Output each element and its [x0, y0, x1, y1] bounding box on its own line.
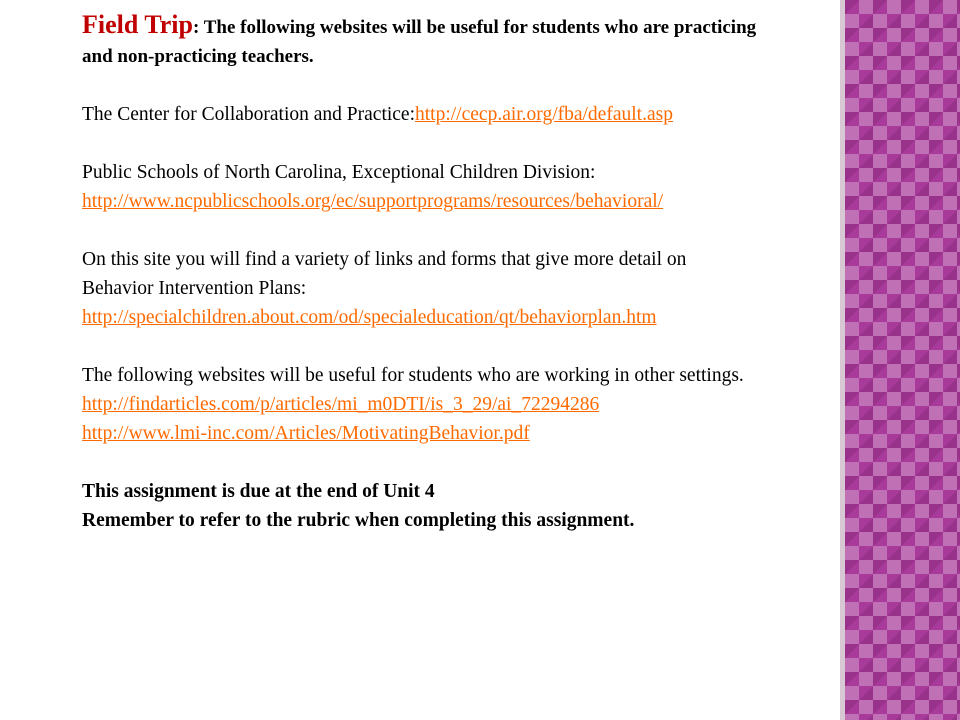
behavior-plans-link-line — [82, 303, 762, 332]
findarticles-link[interactable]: http://findarticles.com/p/articles/mi_m0DTI/is_3_29/ai_72294286 — [82, 394, 600, 415]
other-settings-paragraph — [82, 361, 762, 390]
center-link[interactable]: http://cecp.air.org/fba/default.asp — [415, 104, 673, 125]
ncpublic-link[interactable]: http://www.ncpublicschools.org/ec/supportprograms/resources/behavioral/ — [82, 191, 664, 212]
ncpublic-paragraph — [82, 158, 762, 187]
title-subtitle: : The following websites will be useful for students who are practicing and non-practicing teachers. — [82, 17, 757, 67]
behavior-plans-text: On this site you will find a variety of links and forms that give more detail on Behavior Intervention Plans: — [82, 249, 687, 299]
ncpublic-link-line — [82, 187, 762, 216]
behavior-plans-paragraph — [82, 245, 762, 303]
behavior-plans-link[interactable]: http://specialchildren.about.com/od/specialeducation/qt/behaviorplan.htm — [82, 307, 657, 328]
ncpublic-text: Public Schools of North Carolina, Exceptional Children Division: — [82, 162, 596, 183]
decorative-pattern-band — [845, 0, 960, 720]
rubric-reminder: Remember to refer to the rubric when completing this assignment. — [82, 510, 635, 531]
title-heading: Field Trip — [82, 10, 193, 39]
findarticles-link-line — [82, 390, 762, 419]
lmi-link[interactable]: http://www.lmi-inc.com/Articles/MotivatingBehavior.pdf — [82, 423, 530, 444]
slide-title — [82, 10, 762, 71]
lmi-link-line — [82, 419, 762, 448]
other-settings-text: The following websites will be useful for students who are working in other settings. — [82, 365, 744, 386]
center-text: The Center for Collaboration and Practice: — [82, 104, 416, 125]
due-notice: This assignment is due at the end of Unit 4 — [82, 481, 435, 502]
slide-content — [82, 10, 762, 535]
center-paragraph — [82, 100, 762, 129]
